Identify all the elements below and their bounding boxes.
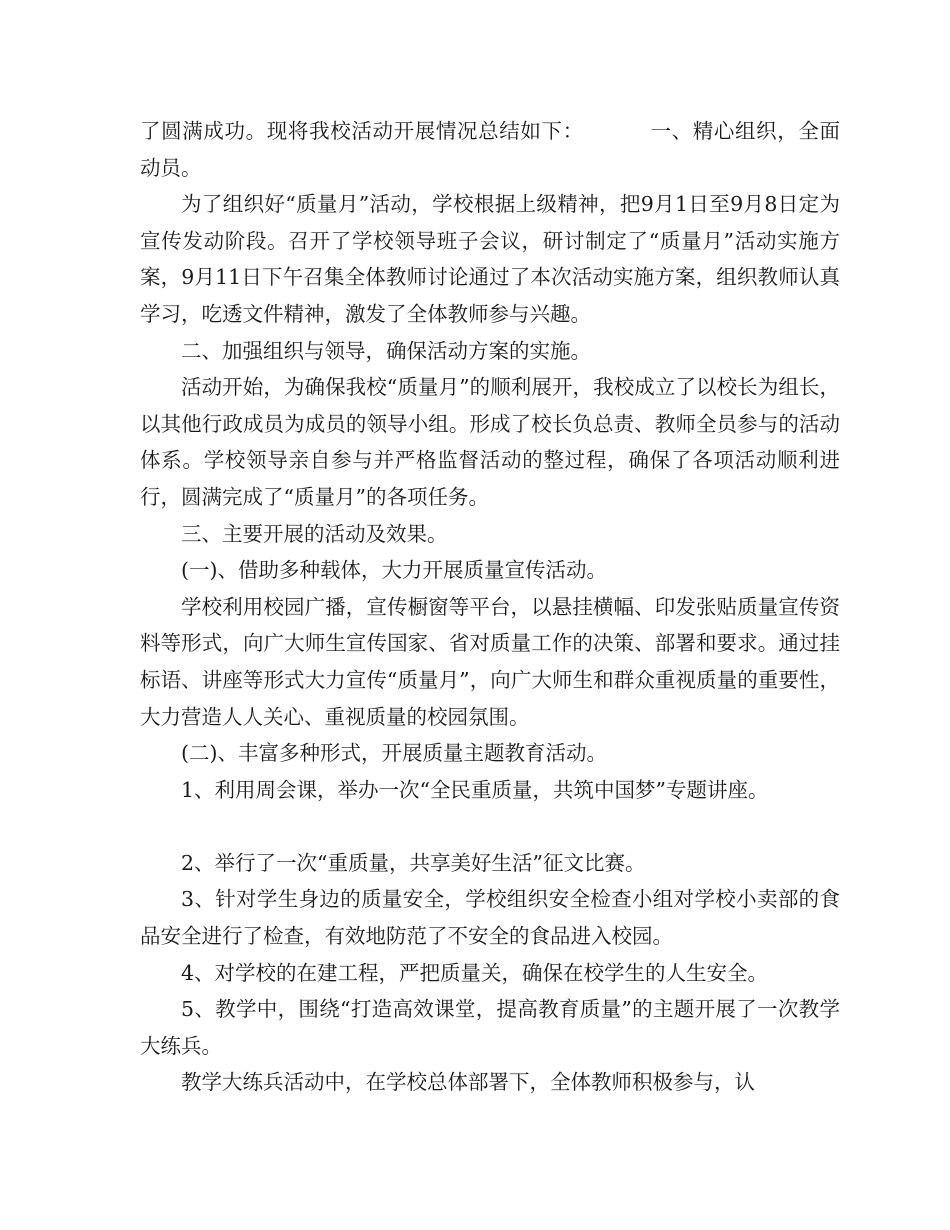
paragraph-publicity: 学校利用校园广播，宣传橱窗等平台，以悬挂横幅、印发张贴质量宣传资料等形式，向广大师生宣传国家、省对质量工作的决策、部署和要求。通过挂标语、讲座等形式大力宣传“质量月”，向广大师生和群众重视质量的重要性，大力营造人人关心、重视质量的校园氛围。: [140, 594, 840, 729]
section-heading-1: 一、精心组织，全面动员。: [140, 119, 841, 180]
list-item-2: 2、举行了一次“重质量，共享美好生活”征文比赛。: [181, 850, 646, 875]
list-item-1: 1、利用周会课，举办一次“全民重质量，共筑中国梦”专题讲座。: [181, 777, 769, 802]
list-item-4: 4、对学校的在建工程，严把质量关，确保在校学生的人生安全。: [181, 960, 769, 985]
subsection-heading-1: (一)、借助多种载体，大力开展质量宣传活动。: [181, 558, 607, 583]
list-item-5: 5、教学中，围绕“打造高效课堂，提高教育质量”的主题开展了一次教学大练兵。: [140, 997, 840, 1058]
paragraph-leadership: 活动开始，为确保我校“质量月”的顺利展开，我校成立了以校长为组长，以其他行政成员为成员的领导小组。形成了校长负总责、教师全员参与的活动体系。学校领导亲自参与并严格监督活动的整过程，确保了各项活动顺利进行，圆满完成了“质量月”的各项任务。: [140, 375, 840, 509]
paragraph-teaching-drill: 教学大练兵活动中，在学校总体部署下，全体教师积极参与，认: [181, 1070, 755, 1095]
section-heading-3: 三、主要开展的活动及效果。: [181, 521, 448, 546]
intro-text: 了圆满成功。现将我校活动开展情况总结如下：: [140, 119, 584, 143]
section-heading-2: 二、加强组织与领导，确保活动方案的实施。: [181, 338, 591, 363]
list-item-3: 3、针对学生身边的质量安全，学校组织安全检查小组对学校小卖部的食品安全进行了检查，有效地防范了不安全的食品进入校园。: [140, 887, 840, 949]
intro-paragraph: [140, 113, 840, 186]
subsection-heading-2: (二)、丰富多种形式，开展质量主题教育活动。: [181, 741, 607, 766]
paragraph-mobilization: 为了组织好“质量月”活动，学校根据上级精神，把9月1日至9月8日定为宣传发动阶段。召开了学校领导班子会议，研讨制定了“质量月”活动实施方案，9月11日下午召集全体教师讨论通过了本次活动实施方案，组织教师认真学习，吃透文件精神，激发了全体教师参与兴趣。: [140, 192, 840, 326]
document-body: [140, 113, 840, 1101]
